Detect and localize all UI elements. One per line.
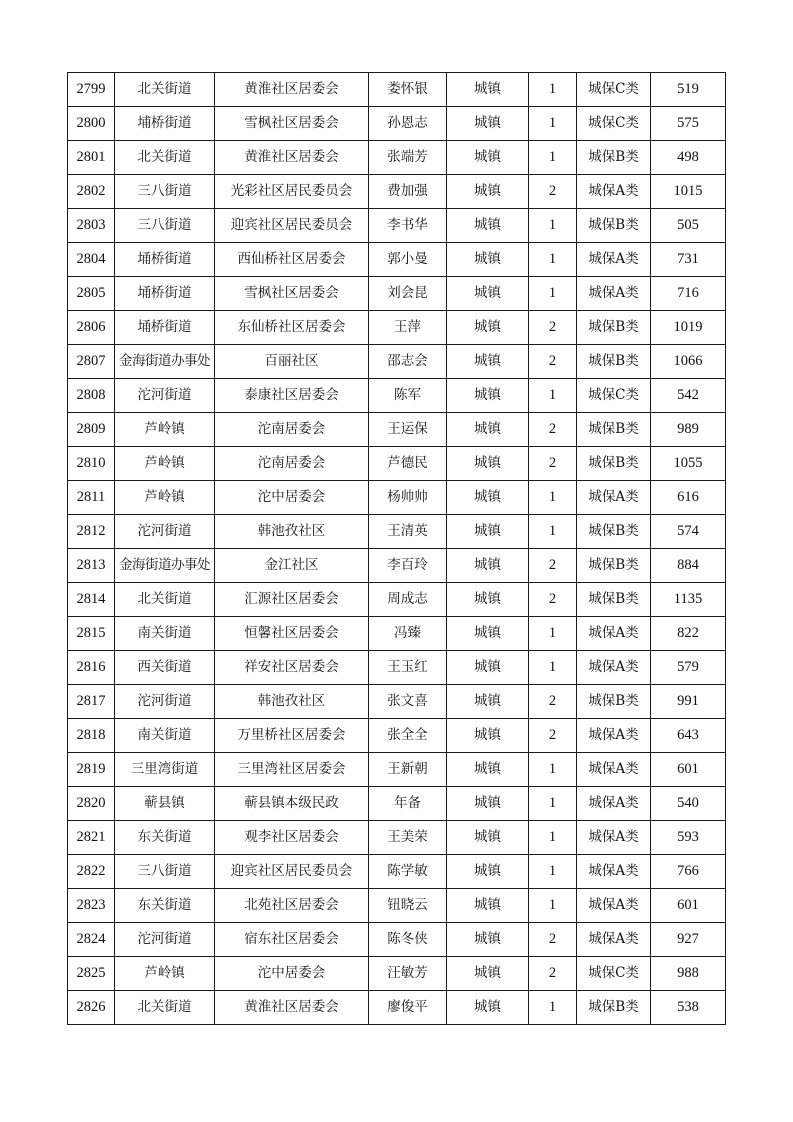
assistance-category-cell: 城保A类 [577, 243, 651, 277]
amount-cell: 601 [651, 753, 726, 787]
household-type-cell: 城镇 [447, 481, 529, 515]
household-type-cell: 城镇 [447, 923, 529, 957]
household-size-cell: 1 [529, 141, 577, 175]
subdistrict-cell: 南关街道 [115, 719, 215, 753]
serial-number-cell: 2813 [68, 549, 115, 583]
table-row [68, 957, 726, 991]
subdistrict-cell: 芦岭镇 [115, 957, 215, 991]
community-cell: 蕲县镇本级民政 [215, 787, 369, 821]
amount-cell: 988 [651, 957, 726, 991]
household-size-cell: 1 [529, 889, 577, 923]
table-row [68, 345, 726, 379]
table-row [68, 923, 726, 957]
table-row [68, 311, 726, 345]
assistance-category-cell: 城保A类 [577, 719, 651, 753]
amount-cell: 1055 [651, 447, 726, 481]
table-row [68, 209, 726, 243]
household-size-cell: 2 [529, 549, 577, 583]
assistance-category-cell: 城保C类 [577, 73, 651, 107]
name-cell: 张端芳 [369, 141, 447, 175]
community-cell: 东仙桥社区居委会 [215, 311, 369, 345]
community-cell: 西仙桥社区居委会 [215, 243, 369, 277]
name-cell: 周成志 [369, 583, 447, 617]
amount-cell: 1135 [651, 583, 726, 617]
amount-cell: 643 [651, 719, 726, 753]
table-row [68, 175, 726, 209]
household-type-cell: 城镇 [447, 413, 529, 447]
household-type-cell: 城镇 [447, 787, 529, 821]
serial-number-cell: 2806 [68, 311, 115, 345]
serial-number-cell: 2814 [68, 583, 115, 617]
serial-number-cell: 2800 [68, 107, 115, 141]
assistance-category-cell: 城保B类 [577, 413, 651, 447]
table-row [68, 549, 726, 583]
household-size-cell: 1 [529, 617, 577, 651]
serial-number-cell: 2799 [68, 73, 115, 107]
name-cell: 廖俊平 [369, 991, 447, 1025]
table-row [68, 243, 726, 277]
table-row [68, 277, 726, 311]
table-row [68, 481, 726, 515]
amount-cell: 540 [651, 787, 726, 821]
amount-cell: 927 [651, 923, 726, 957]
household-size-cell: 1 [529, 379, 577, 413]
assistance-category-cell: 城保B类 [577, 991, 651, 1025]
name-cell: 王玉红 [369, 651, 447, 685]
subdistrict-cell: 北关街道 [115, 583, 215, 617]
household-size-cell: 1 [529, 991, 577, 1025]
household-type-cell: 城镇 [447, 549, 529, 583]
name-cell: 李百玲 [369, 549, 447, 583]
household-type-cell: 城镇 [447, 73, 529, 107]
name-cell: 钮晓云 [369, 889, 447, 923]
name-cell: 芦德民 [369, 447, 447, 481]
community-cell: 沱中居委会 [215, 957, 369, 991]
serial-number-cell: 2825 [68, 957, 115, 991]
community-cell: 黄淮社区居委会 [215, 991, 369, 1025]
roster-table [67, 72, 726, 1025]
community-cell: 恒馨社区居委会 [215, 617, 369, 651]
household-size-cell: 1 [529, 787, 577, 821]
serial-number-cell: 2826 [68, 991, 115, 1025]
assistance-category-cell: 城保B类 [577, 549, 651, 583]
assistance-category-cell: 城保A类 [577, 923, 651, 957]
amount-cell: 498 [651, 141, 726, 175]
assistance-category-cell: 城保B类 [577, 583, 651, 617]
household-type-cell: 城镇 [447, 651, 529, 685]
community-cell: 韩池孜社区 [215, 685, 369, 719]
household-type-cell: 城镇 [447, 515, 529, 549]
name-cell: 陈学敏 [369, 855, 447, 889]
assistance-category-cell: 城保B类 [577, 209, 651, 243]
table-row [68, 685, 726, 719]
household-type-cell: 城镇 [447, 311, 529, 345]
table-row [68, 583, 726, 617]
amount-cell: 542 [651, 379, 726, 413]
serial-number-cell: 2815 [68, 617, 115, 651]
subdistrict-cell: 东关街道 [115, 821, 215, 855]
serial-number-cell: 2807 [68, 345, 115, 379]
assistance-category-cell: 城保B类 [577, 141, 651, 175]
table-row [68, 447, 726, 481]
community-cell: 光彩社区居民委员会 [215, 175, 369, 209]
subdistrict-cell: 沱河街道 [115, 923, 215, 957]
name-cell: 年备 [369, 787, 447, 821]
serial-number-cell: 2804 [68, 243, 115, 277]
subdistrict-cell: 埇桥街道 [115, 311, 215, 345]
subdistrict-cell: 沱河街道 [115, 515, 215, 549]
household-size-cell: 2 [529, 311, 577, 345]
amount-cell: 1066 [651, 345, 726, 379]
household-type-cell: 城镇 [447, 991, 529, 1025]
name-cell: 汪敏芳 [369, 957, 447, 991]
serial-number-cell: 2817 [68, 685, 115, 719]
table-row [68, 73, 726, 107]
household-size-cell: 1 [529, 73, 577, 107]
name-cell: 杨帅帅 [369, 481, 447, 515]
household-size-cell: 1 [529, 209, 577, 243]
serial-number-cell: 2818 [68, 719, 115, 753]
community-cell: 北苑社区居委会 [215, 889, 369, 923]
amount-cell: 1019 [651, 311, 726, 345]
table-row [68, 991, 726, 1025]
household-size-cell: 1 [529, 481, 577, 515]
subdistrict-cell: 芦岭镇 [115, 447, 215, 481]
name-cell: 李书华 [369, 209, 447, 243]
subdistrict-cell: 三八街道 [115, 855, 215, 889]
assistance-category-cell: 城保A类 [577, 651, 651, 685]
table-row [68, 617, 726, 651]
community-cell: 观李社区居委会 [215, 821, 369, 855]
household-size-cell: 2 [529, 413, 577, 447]
household-type-cell: 城镇 [447, 753, 529, 787]
name-cell: 邵志会 [369, 345, 447, 379]
household-size-cell: 2 [529, 923, 577, 957]
household-type-cell: 城镇 [447, 855, 529, 889]
table-row [68, 651, 726, 685]
subdistrict-cell: 沱河街道 [115, 685, 215, 719]
amount-cell: 593 [651, 821, 726, 855]
amount-cell: 1015 [651, 175, 726, 209]
name-cell: 冯臻 [369, 617, 447, 651]
assistance-category-cell: 城保A类 [577, 175, 651, 209]
community-cell: 金江社区 [215, 549, 369, 583]
subdistrict-cell: 金海街道办事处 [115, 345, 215, 379]
assistance-category-cell: 城保B类 [577, 515, 651, 549]
subdistrict-cell: 北关街道 [115, 73, 215, 107]
table-row [68, 379, 726, 413]
amount-cell: 884 [651, 549, 726, 583]
name-cell: 陈冬侠 [369, 923, 447, 957]
name-cell: 费加强 [369, 175, 447, 209]
household-size-cell: 2 [529, 175, 577, 209]
name-cell: 王美荣 [369, 821, 447, 855]
subdistrict-cell: 三八街道 [115, 175, 215, 209]
community-cell: 韩池孜社区 [215, 515, 369, 549]
subdistrict-cell: 芦岭镇 [115, 413, 215, 447]
table-row [68, 413, 726, 447]
community-cell: 雪枫社区居委会 [215, 277, 369, 311]
subdistrict-cell: 三里湾街道 [115, 753, 215, 787]
name-cell: 娄怀银 [369, 73, 447, 107]
subdistrict-cell: 蕲县镇 [115, 787, 215, 821]
amount-cell: 519 [651, 73, 726, 107]
assistance-category-cell: 城保B类 [577, 311, 651, 345]
subdistrict-cell: 南关街道 [115, 617, 215, 651]
household-type-cell: 城镇 [447, 957, 529, 991]
assistance-category-cell: 城保A类 [577, 889, 651, 923]
assistance-category-cell: 城保A类 [577, 753, 651, 787]
subdistrict-cell: 埇桥街道 [115, 243, 215, 277]
household-type-cell: 城镇 [447, 889, 529, 923]
table-row [68, 515, 726, 549]
table-row [68, 141, 726, 175]
community-cell: 汇源社区居委会 [215, 583, 369, 617]
community-cell: 迎宾社区居民委员会 [215, 855, 369, 889]
subdistrict-cell: 三八街道 [115, 209, 215, 243]
table-row [68, 719, 726, 753]
household-type-cell: 城镇 [447, 345, 529, 379]
serial-number-cell: 2810 [68, 447, 115, 481]
assistance-category-cell: 城保A类 [577, 855, 651, 889]
name-cell: 王运保 [369, 413, 447, 447]
community-cell: 百丽社区 [215, 345, 369, 379]
subdistrict-cell: 东关街道 [115, 889, 215, 923]
amount-cell: 538 [651, 991, 726, 1025]
household-type-cell: 城镇 [447, 821, 529, 855]
serial-number-cell: 2812 [68, 515, 115, 549]
amount-cell: 766 [651, 855, 726, 889]
serial-number-cell: 2824 [68, 923, 115, 957]
amount-cell: 616 [651, 481, 726, 515]
serial-number-cell: 2803 [68, 209, 115, 243]
name-cell: 刘会昆 [369, 277, 447, 311]
serial-number-cell: 2820 [68, 787, 115, 821]
amount-cell: 822 [651, 617, 726, 651]
serial-number-cell: 2822 [68, 855, 115, 889]
community-cell: 迎宾社区居民委员会 [215, 209, 369, 243]
assistance-category-cell: 城保C类 [577, 107, 651, 141]
subdistrict-cell: 金海街道办事处 [115, 549, 215, 583]
assistance-category-cell: 城保A类 [577, 821, 651, 855]
household-type-cell: 城镇 [447, 175, 529, 209]
household-type-cell: 城镇 [447, 209, 529, 243]
table-row [68, 821, 726, 855]
community-cell: 沱中居委会 [215, 481, 369, 515]
serial-number-cell: 2805 [68, 277, 115, 311]
table-row [68, 787, 726, 821]
amount-cell: 574 [651, 515, 726, 549]
household-type-cell: 城镇 [447, 617, 529, 651]
subdistrict-cell: 埔桥街道 [115, 107, 215, 141]
name-cell: 王萍 [369, 311, 447, 345]
assistance-category-cell: 城保C类 [577, 379, 651, 413]
subdistrict-cell: 埇桥街道 [115, 277, 215, 311]
serial-number-cell: 2801 [68, 141, 115, 175]
household-size-cell: 1 [529, 753, 577, 787]
assistance-category-cell: 城保A类 [577, 617, 651, 651]
household-size-cell: 2 [529, 719, 577, 753]
community-cell: 宿东社区居委会 [215, 923, 369, 957]
household-size-cell: 1 [529, 515, 577, 549]
name-cell: 张全全 [369, 719, 447, 753]
household-size-cell: 1 [529, 821, 577, 855]
serial-number-cell: 2808 [68, 379, 115, 413]
amount-cell: 579 [651, 651, 726, 685]
roster-body [68, 73, 726, 1025]
household-type-cell: 城镇 [447, 583, 529, 617]
subdistrict-cell: 北关街道 [115, 991, 215, 1025]
assistance-category-cell: 城保A类 [577, 481, 651, 515]
serial-number-cell: 2819 [68, 753, 115, 787]
table-row [68, 107, 726, 141]
subdistrict-cell: 芦岭镇 [115, 481, 215, 515]
community-cell: 黄淮社区居委会 [215, 73, 369, 107]
household-size-cell: 1 [529, 855, 577, 889]
community-cell: 万里桥社区居委会 [215, 719, 369, 753]
name-cell: 王新朝 [369, 753, 447, 787]
household-type-cell: 城镇 [447, 243, 529, 277]
assistance-category-cell: 城保B类 [577, 685, 651, 719]
household-type-cell: 城镇 [447, 107, 529, 141]
serial-number-cell: 2811 [68, 481, 115, 515]
assistance-category-cell: 城保B类 [577, 447, 651, 481]
household-size-cell: 2 [529, 345, 577, 379]
household-size-cell: 2 [529, 447, 577, 481]
name-cell: 孙恩志 [369, 107, 447, 141]
name-cell: 张文喜 [369, 685, 447, 719]
community-cell: 黄淮社区居委会 [215, 141, 369, 175]
amount-cell: 601 [651, 889, 726, 923]
household-size-cell: 1 [529, 651, 577, 685]
subdistrict-cell: 西关街道 [115, 651, 215, 685]
community-cell: 沱南居委会 [215, 413, 369, 447]
amount-cell: 575 [651, 107, 726, 141]
household-size-cell: 1 [529, 277, 577, 311]
amount-cell: 716 [651, 277, 726, 311]
assistance-category-cell: 城保B类 [577, 345, 651, 379]
table-row [68, 753, 726, 787]
community-cell: 泰康社区居委会 [215, 379, 369, 413]
serial-number-cell: 2802 [68, 175, 115, 209]
community-cell: 沱南居委会 [215, 447, 369, 481]
assistance-category-cell: 城保C类 [577, 957, 651, 991]
household-type-cell: 城镇 [447, 379, 529, 413]
amount-cell: 989 [651, 413, 726, 447]
household-type-cell: 城镇 [447, 447, 529, 481]
assistance-category-cell: 城保A类 [577, 787, 651, 821]
serial-number-cell: 2821 [68, 821, 115, 855]
table-row [68, 855, 726, 889]
household-size-cell: 2 [529, 583, 577, 617]
household-size-cell: 1 [529, 107, 577, 141]
serial-number-cell: 2823 [68, 889, 115, 923]
household-type-cell: 城镇 [447, 685, 529, 719]
amount-cell: 991 [651, 685, 726, 719]
subdistrict-cell: 北关街道 [115, 141, 215, 175]
community-cell: 雪枫社区居委会 [215, 107, 369, 141]
name-cell: 郭小曼 [369, 243, 447, 277]
household-type-cell: 城镇 [447, 719, 529, 753]
household-type-cell: 城镇 [447, 277, 529, 311]
table-row [68, 889, 726, 923]
serial-number-cell: 2809 [68, 413, 115, 447]
serial-number-cell: 2816 [68, 651, 115, 685]
community-cell: 祥安社区居委会 [215, 651, 369, 685]
name-cell: 陈军 [369, 379, 447, 413]
household-size-cell: 2 [529, 685, 577, 719]
subdistrict-cell: 沱河街道 [115, 379, 215, 413]
amount-cell: 731 [651, 243, 726, 277]
assistance-category-cell: 城保A类 [577, 277, 651, 311]
name-cell: 王清英 [369, 515, 447, 549]
household-size-cell: 1 [529, 243, 577, 277]
community-cell: 三里湾社区居委会 [215, 753, 369, 787]
household-size-cell: 2 [529, 957, 577, 991]
amount-cell: 505 [651, 209, 726, 243]
household-type-cell: 城镇 [447, 141, 529, 175]
